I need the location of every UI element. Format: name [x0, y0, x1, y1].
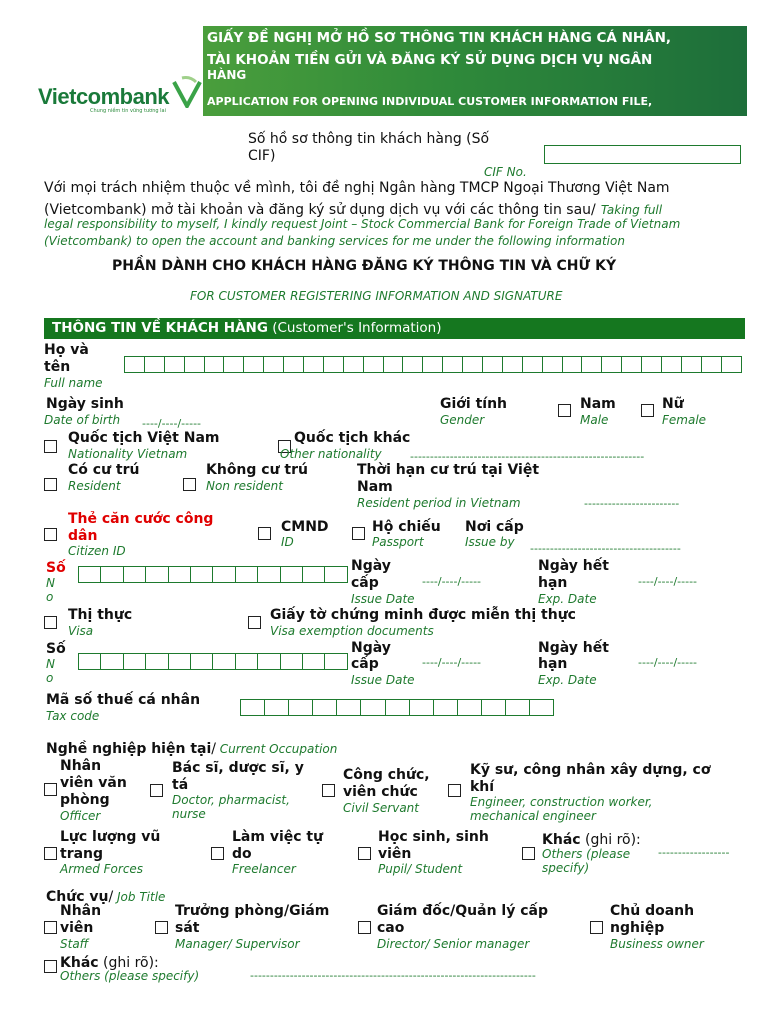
dob-label-en: Date of birth — [44, 413, 121, 427]
id-number-label-n: N — [46, 576, 55, 590]
intro-line3: legal responsibility to myself, I kindly request Joint – Stock Commercial Bank for Foreign Trade of Vietnam — [44, 217, 681, 231]
citizen-id-label-en: Citizen ID — [68, 544, 126, 558]
char-box[interactable] — [304, 356, 324, 373]
char-box[interactable] — [169, 653, 191, 670]
char-box[interactable] — [165, 356, 185, 373]
char-box[interactable] — [463, 356, 483, 373]
visa-expiry-label-line2: hạn — [538, 656, 568, 672]
vietcombank-logo — [38, 72, 203, 120]
char-box[interactable] — [602, 356, 622, 373]
intro-line2: (Vietcombank) mở tài khoản và đăng ký sử dụng dịch vụ với các thông tin sau/ Taking full — [44, 202, 663, 218]
occupation-officer-checkbox[interactable] — [44, 783, 57, 796]
visa-issue-date-label-line2: cấp — [351, 656, 379, 672]
occupation-freelance-checkbox[interactable] — [211, 847, 224, 860]
gender-female-label-en: Female — [662, 413, 707, 427]
occupation-freelance-label-line2: do — [232, 846, 252, 862]
occupation-armed-label-en: Armed Forces — [60, 862, 144, 876]
char-box[interactable] — [303, 566, 325, 583]
char-box[interactable] — [265, 699, 289, 716]
job-staff-label-line2: viên — [60, 920, 94, 936]
occupation-doctor-checkbox[interactable] — [150, 784, 163, 797]
job-director-label-en: Director/ Senior manager — [377, 937, 530, 951]
occupation-other-label-en-line2: specify) — [542, 861, 590, 875]
visa-expiry-label-line1: Ngày hết — [538, 640, 609, 656]
form-header-band — [203, 26, 747, 116]
occupation-engineer-checkbox[interactable] — [448, 784, 461, 797]
visa-expiry-label-en: Exp. Date — [538, 673, 597, 687]
id-number-input-boxes[interactable] — [78, 566, 348, 583]
visa-issue-date-label-line1: Ngày — [351, 640, 391, 656]
job-owner-label-line1: Chủ doanh — [610, 903, 695, 919]
char-box[interactable] — [191, 653, 213, 670]
gender-female-label: Nữ — [662, 396, 684, 412]
occupation-other-input[interactable]: ------------------ — [658, 846, 730, 859]
gender-male-label: Nam — [580, 396, 616, 412]
occupation-engineer-label-line2: khí — [470, 779, 495, 795]
char-box[interactable] — [241, 699, 265, 716]
occupation-armed-label-line1: Lực lượng vũ — [60, 829, 161, 845]
occupation-other-checkbox[interactable] — [522, 847, 535, 860]
visa-number-input-boxes[interactable] — [78, 653, 348, 670]
id-expiry-label-en: Exp. Date — [538, 592, 597, 606]
char-box[interactable] — [403, 356, 423, 373]
id-issue-date-label-en: Issue Date — [351, 592, 415, 606]
gender-female-checkbox[interactable] — [641, 404, 654, 417]
nationality-vn-label: Quốc tịch Việt Nam — [68, 430, 220, 446]
visa-expiry-input[interactable]: ----/----/----- — [638, 656, 698, 669]
occupation-officer-label-line1: Nhân — [60, 758, 102, 774]
char-box[interactable] — [281, 653, 303, 670]
char-box[interactable] — [364, 356, 384, 373]
occupation-officer-label-line2: viên văn — [60, 775, 127, 791]
gender-male-checkbox[interactable] — [558, 404, 571, 417]
resident-period-label-en: Resident period in Vietnam — [357, 496, 521, 510]
job-owner-label-line2: nghiệp — [610, 920, 665, 936]
logo-emblem-icon — [172, 74, 202, 108]
occupation-title: Nghề nghiệp hiện tại/ Current Occupation — [46, 741, 338, 757]
gender-label: Giới tính — [440, 396, 508, 412]
intro-line1: Với mọi trách nhiệm thuộc về mình, tôi đề nghị Ngân hàng TMCP Ngoại Thương Việt Nam — [44, 180, 670, 196]
job-staff-label-line1: Nhân — [60, 903, 102, 919]
job-manager-checkbox[interactable] — [155, 921, 168, 934]
char-box[interactable] — [124, 653, 146, 670]
occupation-civil-checkbox[interactable] — [322, 784, 335, 797]
visa-number-label: Số — [46, 641, 66, 657]
visa-label-en: Visa — [68, 624, 94, 638]
char-box[interactable] — [236, 653, 258, 670]
id-number-label: Số — [46, 560, 66, 576]
char-box[interactable] — [384, 356, 404, 373]
char-box[interactable] — [582, 356, 602, 373]
char-box[interactable] — [410, 699, 434, 716]
occupation-student-label-en: Pupil/ Student — [378, 862, 463, 876]
char-box[interactable] — [443, 356, 463, 373]
char-box[interactable] — [386, 699, 410, 716]
char-box[interactable] — [258, 566, 280, 583]
intro-line4: (Vietcombank) to open the account and banking services for me under the following information — [44, 234, 625, 248]
resident-checkbox[interactable] — [44, 478, 57, 491]
visa-number-label-n: N — [46, 657, 55, 671]
occupation-other-label: Khác (ghi rõ): — [542, 832, 641, 848]
id-expiry-label-line1: Ngày hết — [538, 558, 609, 574]
visa-issue-date-label-en: Issue Date — [351, 673, 415, 687]
char-box[interactable] — [213, 653, 235, 670]
nationality-vn-label-en: Nationality Vietnam — [68, 447, 188, 461]
dob-input[interactable]: ----/----/----- — [142, 417, 202, 430]
char-box[interactable] — [79, 566, 101, 583]
visa-exemption-label-en: Visa exemption documents — [270, 624, 434, 638]
occupation-armed-checkbox[interactable] — [44, 847, 57, 860]
issue-by-label: Nơi cấp — [465, 519, 524, 535]
job-owner-label-en: Business owner — [610, 937, 704, 951]
char-box[interactable] — [124, 566, 146, 583]
issue-by-label-en: Issue by — [465, 535, 515, 549]
visa-exemption-checkbox[interactable] — [248, 616, 261, 629]
job-other-label: Khác (ghi rõ): — [60, 955, 159, 971]
customer-info-bar: THÔNG TIN VỀ KHÁCH HÀNG (Customer's Information) — [44, 318, 745, 339]
occupation-armed-label-line2: trang — [60, 846, 104, 862]
char-box[interactable] — [523, 356, 543, 373]
cmnd-checkbox[interactable] — [258, 527, 271, 540]
char-box[interactable] — [482, 699, 506, 716]
char-box[interactable] — [543, 356, 563, 373]
cmnd-label-en: ID — [281, 535, 294, 549]
occupation-engineer-label-line1: Kỹ sư, công nhân xây dựng, cơ — [470, 762, 711, 778]
char-box[interactable] — [642, 356, 662, 373]
char-box[interactable] — [434, 699, 458, 716]
char-box[interactable] — [289, 699, 313, 716]
resident-period-input[interactable]: ------------------------ — [584, 497, 680, 510]
char-box[interactable] — [313, 699, 337, 716]
char-box[interactable] — [281, 566, 303, 583]
char-box[interactable] — [284, 356, 304, 373]
occupation-officer-label-line3: phòng — [60, 792, 110, 808]
id-expiry-label-line2: hạn — [538, 575, 568, 591]
id-issue-date-input[interactable]: ----/----/----- — [422, 575, 482, 588]
cif-input[interactable] — [544, 145, 741, 164]
citizen-id-label-line2: dân — [68, 528, 98, 544]
char-box[interactable] — [258, 653, 280, 670]
dob-label: Ngày sinh — [46, 396, 124, 412]
resident-label: Có cư trú — [68, 462, 140, 478]
passport-checkbox[interactable] — [352, 527, 365, 540]
char-box[interactable] — [264, 356, 284, 373]
char-box[interactable] — [682, 356, 702, 373]
logo-wordmark: Vietcombank — [38, 84, 170, 109]
char-box[interactable] — [344, 356, 364, 373]
visa-exemption-label: Giấy tờ chứng minh được miễn thị thực — [270, 607, 576, 623]
char-box[interactable] — [458, 699, 482, 716]
occupation-student-checkbox[interactable] — [358, 847, 371, 860]
char-box[interactable] — [244, 356, 264, 373]
job-staff-checkbox[interactable] — [44, 921, 57, 934]
char-box[interactable] — [506, 699, 530, 716]
job-director-checkbox[interactable] — [358, 921, 371, 934]
header-title-line2: TÀI KHOẢN TIỀN GỬI VÀ ĐĂNG KÝ SỬ DỤNG DỊCH VỤ NGÂN — [207, 52, 653, 68]
char-box[interactable] — [145, 356, 165, 373]
gender-label-en: Gender — [440, 413, 485, 427]
char-box[interactable] — [622, 356, 642, 373]
occupation-doctor-label-en-line1: Doctor, pharmacist, — [172, 793, 290, 807]
id-expiry-input[interactable]: ----/----/----- — [638, 575, 698, 588]
passport-label: Hộ chiếu — [372, 519, 441, 535]
fullname-label-en: Full name — [44, 376, 103, 390]
job-staff-label-en: Staff — [60, 937, 89, 951]
resident-period-label-line1: Thời hạn cư trú tại Việt — [357, 462, 540, 478]
header-title-line3: HÀNG — [207, 68, 247, 82]
issue-by-input[interactable]: -------------------------------------- — [530, 542, 681, 555]
occupation-civil-label-en: Civil Servant — [343, 801, 419, 815]
nonresident-label-en: Non resident — [206, 479, 283, 493]
char-box[interactable] — [361, 699, 385, 716]
resident-label-en: Resident — [68, 479, 121, 493]
char-box[interactable] — [503, 356, 523, 373]
char-box[interactable] — [530, 699, 554, 716]
char-box[interactable] — [325, 653, 347, 670]
char-box[interactable] — [79, 653, 101, 670]
occupation-other-label-en-line1: Others (please — [542, 847, 631, 861]
nationality-other-label-en: Other nationality — [280, 447, 382, 461]
cif-label-en: CIF No. — [484, 165, 527, 179]
cmnd-label: CMND — [281, 519, 329, 535]
job-manager-label-en: Manager/ Supervisor — [175, 937, 300, 951]
occupation-civil-label-line2: viên chức — [343, 784, 418, 800]
char-box[interactable] — [205, 356, 225, 373]
id-number-label-o: o — [46, 590, 54, 604]
char-box[interactable] — [185, 356, 205, 373]
char-box[interactable] — [236, 566, 258, 583]
fullname-input-boxes[interactable] — [124, 356, 742, 373]
occupation-freelance-label-line1: Làm việc tự — [232, 829, 324, 845]
cif-label-line2: CIF) — [248, 148, 276, 164]
char-box[interactable] — [146, 653, 168, 670]
nationality-vn-checkbox[interactable] — [44, 440, 57, 453]
visa-issue-date-input[interactable]: ----/----/----- — [422, 656, 482, 669]
char-box[interactable] — [224, 356, 244, 373]
tax-code-label-en: Tax code — [46, 709, 100, 723]
nonresident-label: Không cư trú — [206, 462, 308, 478]
citizen-id-label-line1: Thẻ căn cước công — [68, 511, 214, 527]
occupation-officer-label-en: Officer — [60, 809, 101, 823]
cif-label-line1: Số hồ sơ thông tin khách hàng (Số — [248, 131, 490, 147]
occupation-student-label-line1: Học sinh, sinh — [378, 829, 489, 845]
fullname-label-line2: tên — [44, 359, 71, 375]
occupation-doctor-label-en-line2: nurse — [172, 807, 206, 821]
occupation-engineer-label-en-line2: mechanical engineer — [470, 809, 596, 823]
section-title-vi: PHẦN DÀNH CHO KHÁCH HÀNG ĐĂNG KÝ THÔNG TIN VÀ CHỮ KÝ — [112, 258, 617, 274]
char-box[interactable] — [337, 699, 361, 716]
char-box[interactable] — [101, 566, 123, 583]
char-box[interactable] — [563, 356, 583, 373]
nonresident-checkbox[interactable] — [183, 478, 196, 491]
occupation-civil-label-line1: Công chức, — [343, 767, 430, 783]
visa-label: Thị thực — [68, 607, 133, 623]
char-box[interactable] — [169, 566, 191, 583]
resident-period-label-line2: Nam — [357, 479, 393, 495]
job-owner-checkbox[interactable] — [590, 921, 603, 934]
char-box[interactable] — [191, 566, 213, 583]
fullname-label-line1: Họ và — [44, 342, 89, 358]
header-title-en: APPLICATION FOR OPENING INDIVIDUAL CUSTOMER INFORMATION FILE, — [207, 95, 653, 108]
char-box[interactable] — [303, 653, 325, 670]
id-issue-date-label-line2: cấp — [351, 575, 379, 591]
gender-male-label-en: Male — [580, 413, 609, 427]
job-title-heading: Chức vụ/ Job Title — [46, 889, 166, 905]
tax-code-label: Mã số thuế cá nhân — [46, 692, 201, 708]
header-title-line1: GIẤY ĐỀ NGHỊ MỞ HỒ SƠ THÔNG TIN KHÁCH HÀNG CÁ NHÂN, — [207, 30, 672, 46]
char-box[interactable] — [325, 566, 347, 583]
job-other-label-en: Others (please specify) — [60, 969, 200, 983]
job-other-checkbox[interactable] — [44, 960, 57, 973]
job-director-label-line1: Giám đốc/Quản lý cấp — [377, 903, 548, 919]
id-issue-date-label-line1: Ngày — [351, 558, 391, 574]
passport-label-en: Passport — [372, 535, 424, 549]
occupation-freelance-label-en: Freelancer — [232, 862, 296, 876]
visa-checkbox[interactable] — [44, 616, 57, 629]
occupation-doctor-label-line2: tá — [172, 777, 189, 793]
char-box[interactable] — [324, 356, 344, 373]
logo-tagline: Chung niềm tin vững tương lai — [90, 108, 166, 114]
citizen-id-checkbox[interactable] — [44, 528, 57, 541]
nationality-other-label: Quốc tịch khác — [294, 430, 411, 446]
job-manager-label-line2: sát — [175, 920, 200, 936]
occupation-engineer-label-en-line1: Engineer, construction worker, — [470, 795, 653, 809]
job-other-input[interactable]: ------------------------------------------------------------------------ — [250, 969, 536, 982]
char-box[interactable] — [423, 356, 443, 373]
char-box[interactable] — [662, 356, 682, 373]
section-title-en: FOR CUSTOMER REGISTERING INFORMATION AND SIGNATURE — [190, 289, 563, 303]
job-manager-label-line1: Trưởng phòng/Giám — [175, 903, 330, 919]
char-box[interactable] — [483, 356, 503, 373]
char-box[interactable] — [213, 566, 235, 583]
occupation-student-label-line2: viên — [378, 846, 412, 862]
char-box[interactable] — [702, 356, 722, 373]
occupation-doctor-label-line1: Bác sĩ, dược sĩ, y — [172, 760, 304, 776]
char-box[interactable] — [101, 653, 123, 670]
char-box[interactable] — [722, 356, 742, 373]
nationality-other-input[interactable]: ----------------------------------------------------------- — [410, 450, 645, 463]
char-box[interactable] — [146, 566, 168, 583]
tax-code-input-boxes[interactable] — [240, 699, 554, 716]
visa-number-label-o: o — [46, 671, 54, 685]
job-director-label-line2: cao — [377, 920, 405, 936]
char-box[interactable] — [125, 356, 145, 373]
